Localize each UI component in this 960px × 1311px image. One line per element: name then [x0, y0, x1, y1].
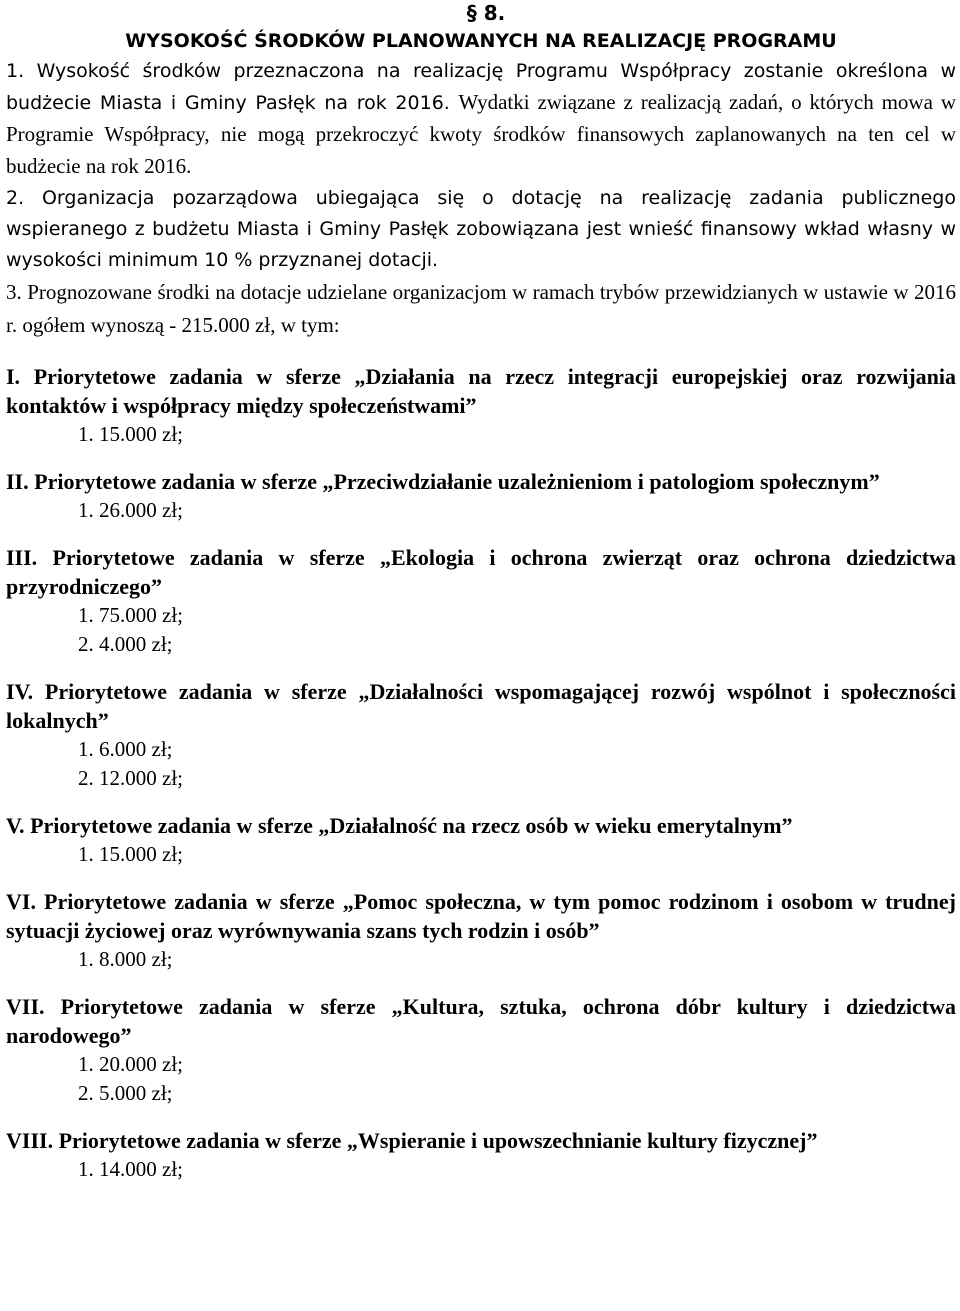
amount-line: 1. 14.000 zł;: [78, 1157, 183, 1181]
amount-line: 1. 20.000 zł;: [78, 1052, 183, 1076]
document-page: [6, 0, 956, 1184]
priority-amounts: [6, 601, 956, 659]
amount-line: 1. 15.000 zł;: [78, 422, 183, 446]
priority-amounts: [6, 420, 956, 449]
priority-prefix: Priorytetowe zadania w sferze: [24, 813, 319, 838]
priority-amounts: [6, 496, 956, 525]
priority-section: [6, 362, 956, 449]
priority-heading: [6, 992, 956, 1050]
priority-numeral: VI.: [6, 889, 36, 914]
priority-heading: [6, 887, 956, 945]
priority-section: [6, 543, 956, 659]
priority-list: [6, 362, 956, 1184]
paragraph-1-part-b: Wydatki związane z realizacją zadań, o których mowa w Programie Współpracy, nie mogą przekroczyć kwoty środków finansowych zaplanowanych na ten cel w budżecie na rok 2016.: [6, 90, 956, 178]
priority-amounts: [6, 1050, 956, 1108]
priority-section: [6, 811, 956, 869]
priority-heading: [6, 1126, 956, 1155]
priority-prefix: Priorytetowe zadania w sferze: [35, 889, 343, 914]
priority-heading: [6, 543, 956, 601]
priority-amounts: [6, 840, 956, 869]
priority-area: „Wspieranie i upowszechnianie kultury fizycznej”: [346, 1128, 818, 1153]
priority-area: „Działania na rzecz integracji europejskiej oraz rozwijania kontaktów i współpracy między społeczeństwami”: [6, 364, 956, 418]
amount-line: 1. 26.000 zł;: [78, 498, 183, 522]
priority-numeral: IV.: [6, 679, 34, 704]
priority-heading: [6, 677, 956, 735]
priority-numeral: II.: [6, 469, 29, 494]
amount-line: 2. 12.000 zł;: [78, 766, 183, 790]
priority-area: „Działalności wspomagającej rozwój wspólnot i społeczności lokalnych”: [6, 679, 956, 733]
section-number: § 8.: [466, 1, 506, 25]
paragraph-2: 2. Organizacja pozarządowa ubiegająca się o dotację na realizację zadania publicznego wspieranego z budżetu Miasta i Gminy Pasłęk zobowiązana jest wnieść finansowy wkład własny w wysokości minimum 10 % przyznanej dotacji.: [6, 187, 956, 271]
priority-numeral: VIII.: [6, 1128, 54, 1153]
priority-section: [6, 677, 956, 793]
paragraph-1: [6, 56, 956, 183]
paragraph-1-part-a: 1. Wysokość środków przeznaczona na realizację Programu Współpracy zostanie określona w budżecie Miasta i Gminy Pasłęk na rok 2016.: [6, 60, 956, 114]
priority-heading: [6, 362, 956, 420]
priority-numeral: V.: [6, 813, 25, 838]
amount-line: 2. 5.000 zł;: [78, 1081, 173, 1105]
priority-section: [6, 467, 956, 525]
priority-area: „Działalność na rzecz osób w wieku emerytalnym”: [318, 813, 793, 838]
priority-prefix: Priorytetowe zadania w sferze: [44, 994, 392, 1019]
paragraph-3: 3. Prognozowane środki na dotacje udzielane organizacjom w ramach trybów przewidzianych w ustawie w 2016 r. ogółem wynoszą - 215.000 zł, w tym:: [6, 280, 956, 337]
amount-line: 2. 4.000 zł;: [78, 632, 173, 656]
priority-heading: [6, 467, 956, 496]
priority-prefix: Priorytetowe zadania w sferze: [37, 545, 380, 570]
priority-numeral: VII.: [6, 994, 45, 1019]
priority-area: „Pomoc społeczna, w tym pomoc rodzinom i osobom w trudnej sytuacji życiowej oraz wyrównywania szans tych rodzin i osób”: [6, 889, 956, 943]
priority-section: [6, 887, 956, 974]
priority-prefix: Priorytetowe zadania w sferze: [53, 1128, 347, 1153]
section-title: WYSOKOŚĆ ŚRODKÓW PLANOWANYCH NA REALIZACJĘ PROGRAMU: [125, 30, 837, 52]
priority-amounts: [6, 1155, 956, 1184]
amount-line: 1. 75.000 zł;: [78, 603, 183, 627]
priority-numeral: III.: [6, 545, 38, 570]
amount-line: 1. 6.000 zł;: [78, 737, 173, 761]
priority-area: „Ekologia i ochrona zwierząt oraz ochrona dziedzictwa przyrodniczego”: [6, 545, 956, 599]
amount-line: 1. 15.000 zł;: [78, 842, 183, 866]
priority-amounts: [6, 735, 956, 793]
priority-area: „Przeciwdziałanie uzależnieniom i patologiom społecznym”: [322, 469, 880, 494]
priority-numeral: I.: [6, 364, 21, 389]
priority-prefix: Priorytetowe zadania w sferze: [28, 469, 323, 494]
priority-section: [6, 992, 956, 1108]
priority-prefix: Priorytetowe zadania w sferze: [20, 364, 355, 389]
amount-line: 1. 8.000 zł;: [78, 947, 173, 971]
priority-heading: [6, 811, 956, 840]
priority-area: „Kultura, sztuka, ochrona dóbr kultury i dziedzictwa narodowego”: [6, 994, 956, 1048]
priority-section: [6, 1126, 956, 1184]
priority-prefix: Priorytetowe zadania w sferze: [33, 679, 359, 704]
priority-amounts: [6, 945, 956, 974]
